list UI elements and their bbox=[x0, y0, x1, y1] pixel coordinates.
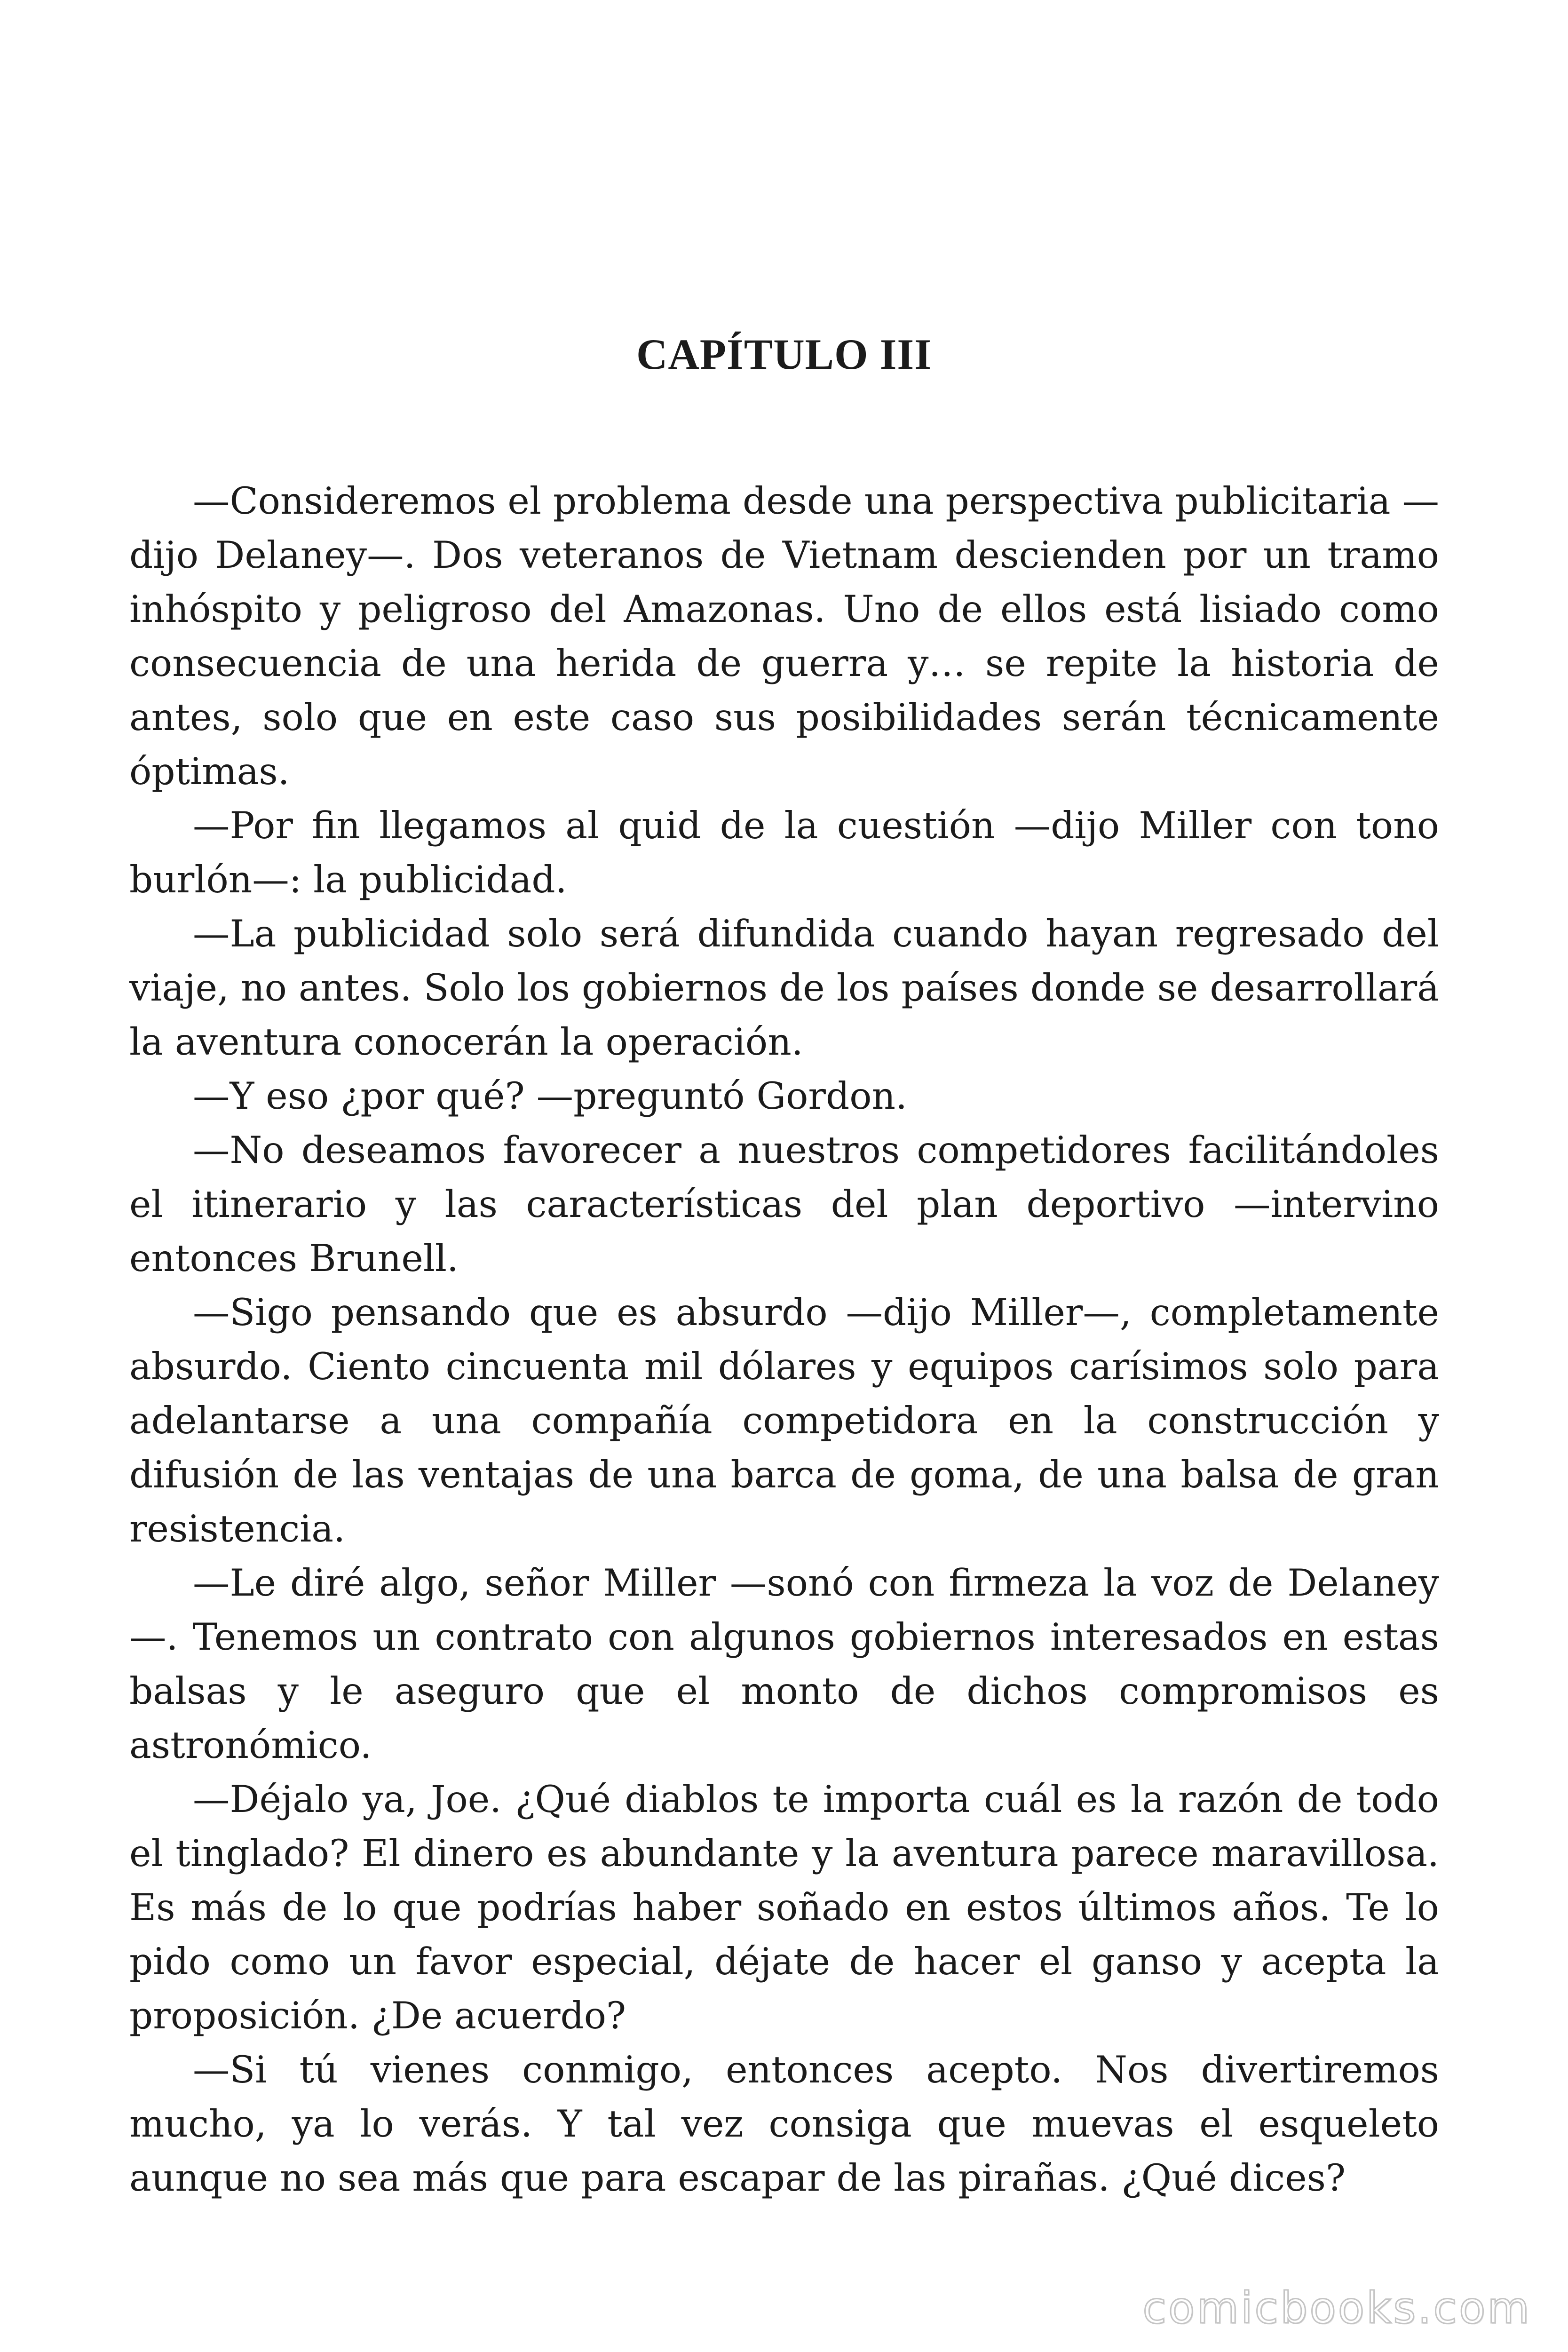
paragraph: —Si tú vienes conmigo, entonces acepto. Nos divertiremos mucho, ya lo verás. Y tal vez consiga que muevas el esqueleto aunque no sea más que para escapar de las pirañas. ¿Qué dices? bbox=[129, 2048, 1439, 2200]
paragraph: —Consideremos el problema desde una perspectiva publicitaria —dijo Delaney—. Dos veteranos de Vietnam descienden por un tramo inhóspito y peligroso del Amazonas. Uno de ellos está lisiado como consecuencia de una herida de guerra y… se repite la historia de antes, solo que en este caso sus posibilidades serán técnicamente óptimas. bbox=[129, 479, 1439, 793]
paragraph: —Déjalo ya, Joe. ¿Qué diablos te importa cuál es la razón de todo el tinglado? El dinero es abundante y la aventura parece maravillosa. Es más de lo que podrías haber soñado en estos últimos años. Te lo pido como un favor especial, déjate de hacer el ganso y acepta la proposición. ¿De acuerdo? bbox=[129, 1778, 1439, 2037]
paragraph: —Le diré algo, señor Miller —sonó con firmeza la voz de Delaney—. Tenemos un contrato con algunos gobiernos interesados en estas balsas y le aseguro que el monto de dichos compromisos es astronómico. bbox=[129, 1561, 1439, 1767]
paragraph: —No deseamos favorecer a nuestros competidores facilitándoles el itinerario y las características del plan deportivo —intervino entonces Brunell. bbox=[129, 1128, 1439, 1280]
paragraph: —Sigo pensando que es absurdo —dijo Miller—, completamente absurdo. Ciento cincuenta mil dólares y equipos carísimos solo para adelantarse a una compañía competidora en la construcción y difusión de las ventajas de una barca de goma, de una balsa de gran resistencia. bbox=[129, 1291, 1439, 1550]
paragraph: —Y eso ¿por qué? —preguntó Gordon. bbox=[193, 1074, 907, 1118]
chapter-body bbox=[129, 474, 1439, 2205]
watermark: comicbooks.com bbox=[1142, 2283, 1531, 2333]
chapter-title: CAPÍTULO III bbox=[636, 330, 932, 378]
paragraph: —Por fin llegamos al quid de la cuestión —dijo Miller con tono burlón—: la publicidad. bbox=[129, 804, 1439, 901]
paragraph: —La publicidad solo será difundida cuando hayan regresado del viaje, no antes. Solo los gobiernos de los países donde se desarrollará la aventura conocerán la operación. bbox=[129, 912, 1439, 1064]
